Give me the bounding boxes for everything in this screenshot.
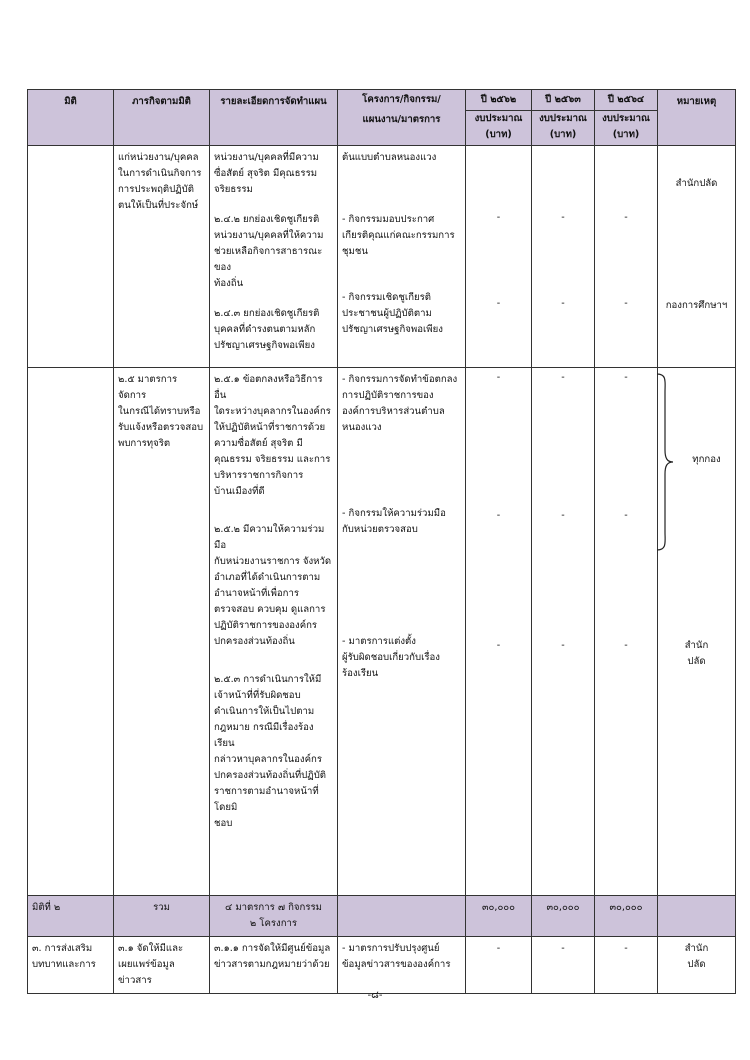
mission-cell: ๓.๑ จัดให้มีและ เผยแพร่ข้อมูลข่าวสาร bbox=[114, 937, 210, 994]
header-mission: ภารกิจตามมิติ bbox=[114, 90, 210, 146]
summary-remarks bbox=[658, 896, 736, 937]
dimension-cell bbox=[28, 146, 114, 368]
remarks-cell: ทุกกอง สำนัก ปลัด bbox=[658, 368, 736, 896]
summary-2564: ๓๐,๐๐๐ bbox=[595, 896, 658, 937]
header-project: โครงการ/กิจกรรม/ แผนงาน/มาตรการ bbox=[338, 90, 466, 146]
detail-cell: หน่วยงาน/บุคคลที่มีความ ซื่อสัตย์ สุจริต มีคุณธรรม จริยธรรม ๒.๔.๒ ยกย่องเชิดชูเกียรติ หน่วยงาน/บุคคลที่ให้ความ ช่วยเหลือกิจการสาธารณะของ ท้องถิ่น ๒.๔.๓ ยกย่องเชิดชูเกียรติ บุคคลที่ดำรงตนตามหลัก ปรัชญาเศรษฐกิจพอเพียง bbox=[210, 146, 338, 368]
project-cell: - มาตรการปรับปรุงศูนย์ ข้อมูลข่าวสารขององค์การ bbox=[338, 937, 466, 994]
budget-2562-cell: - bbox=[466, 937, 532, 994]
summary-2562: ๓๐,๐๐๐ bbox=[466, 896, 532, 937]
summary-2563: ๓๐,๐๐๐ bbox=[532, 896, 595, 937]
summary-row bbox=[28, 896, 736, 937]
budget-2564-cell: - bbox=[595, 937, 658, 994]
header-plan-detail: รายละเอียดการจัดทำแผน bbox=[210, 90, 338, 146]
detail-cell: ๓.๑.๑ การจัดให้มีศูนย์ข้อมูล ข่าวสารตามกฎหมายว่าด้วย bbox=[210, 937, 338, 994]
header-year-2563: ปี ๒๕๖๓ งบประมาณ (บาท) bbox=[532, 90, 595, 146]
detail-cell: ๒.๕.๑ ข้อตกลงหรือวิธีการอื่น ใดระหว่างบุคลากรในองค์กร ให้ปฏิบัติหน้าที่ราชการด้วย ความซื่อสัตย์ สุจริต มี คุณธรรม จริยธรรม และการ บริหารราชการกิจการ บ้านเมืองที่ดี ๒.๕.๒ มีความให้ความร่วมมือ กับหน่วยงานราชการ จังหวัด อำเภอที่ได้ดำเนินการตาม อำนาจหน้าที่เพื่อการ ตรวจสอบ ควบคุม ดูแลการ ปฏิบัติราชการขององค์กร ปกครองส่วนท้องถิ่น ๒.๕.๓ การดำเนินการให้มี เจ้าหน้าที่ที่รับผิดชอบ ดำเนินการให้เป็นไปตาม กฎหมาย กรณีมีเรื่องร้องเรียน กล่าวหาบุคลากรในองค์กร ปกครองส่วนท้องถิ่นที่ปฏิบัติ ราชการตามอำนาจหน้าที่โดยมิ ชอบ bbox=[210, 368, 338, 896]
header-dimension: มิติ bbox=[28, 90, 114, 146]
dimension-cell: ๓. การส่งเสริม บทบาทและการ bbox=[28, 937, 114, 994]
budget-2564-cell: - - bbox=[595, 146, 658, 368]
remarks-cell: สำนักปลัด กองการศึกษาฯ bbox=[658, 146, 736, 368]
curly-brace-icon bbox=[655, 372, 675, 552]
header-year-2564: ปี ๒๕๖๔ งบประมาณ (บาท) bbox=[595, 90, 658, 146]
remarks-cell: สำนัก ปลัด bbox=[658, 937, 736, 994]
project-cell: - กิจกรรมการจัดทำข้อตกลง การปฏิบัติราชการของ องค์การบริหารส่วนตำบล หนองแวง - กิจกรรมให้ความร่วมมือ กับหน่วยตรวจสอบ - มาตรการแต่งตั้ง ผู้รับผิดชอบเกี่ยวกับเรื่อง ร้องเรียน bbox=[338, 368, 466, 896]
summary-dimension: มิติที่ ๒ bbox=[28, 896, 114, 937]
budget-2562-cell: - - - bbox=[466, 368, 532, 896]
budget-2562-cell: - - bbox=[466, 146, 532, 368]
table-header-row bbox=[28, 90, 736, 146]
summary-label: รวม bbox=[114, 896, 210, 937]
header-year-2562: ปี ๒๕๖๒ งบประมาณ (บาท) bbox=[466, 90, 532, 146]
mission-cell: แก่หน่วยงาน/บุคคล ในการดำเนินกิจการ การประพฤติปฏิบัติ ตนให้เป็นที่ประจักษ์ bbox=[114, 146, 210, 368]
summary-detail: ๔ มาตรการ ๗ กิจกรรม ๒ โครงการ bbox=[210, 896, 338, 937]
project-cell: ต้นแบบตำบลหนองแวง - กิจกรรมมอบประกาศ เกียรติคุณแก่คณะกรรมการ ชุมชน - กิจกรรมเชิดชูเกียรติ ประชาชนผู้ปฏิบัติตาม ปรัชญาเศรษฐกิจพอเพียง bbox=[338, 146, 466, 368]
budget-2564-cell: - - - bbox=[595, 368, 658, 896]
table-row bbox=[28, 368, 736, 896]
dimension-cell bbox=[28, 368, 114, 896]
table-row bbox=[28, 937, 736, 994]
plan-table bbox=[27, 89, 736, 994]
budget-2563-cell: - - - bbox=[532, 368, 595, 896]
budget-2563-cell: - - bbox=[532, 146, 595, 368]
summary-project bbox=[338, 896, 466, 937]
budget-2563-cell: - bbox=[532, 937, 595, 994]
mission-cell: ๒.๕ มาตรการจัดการ ในกรณีได้ทราบหรือ รับแจ้งหรือตรวจสอบ พบการทุจริต bbox=[114, 368, 210, 896]
table-row bbox=[28, 146, 736, 368]
header-remarks: หมายเหตุ bbox=[658, 90, 736, 146]
page-number: -๘- bbox=[367, 990, 383, 1001]
